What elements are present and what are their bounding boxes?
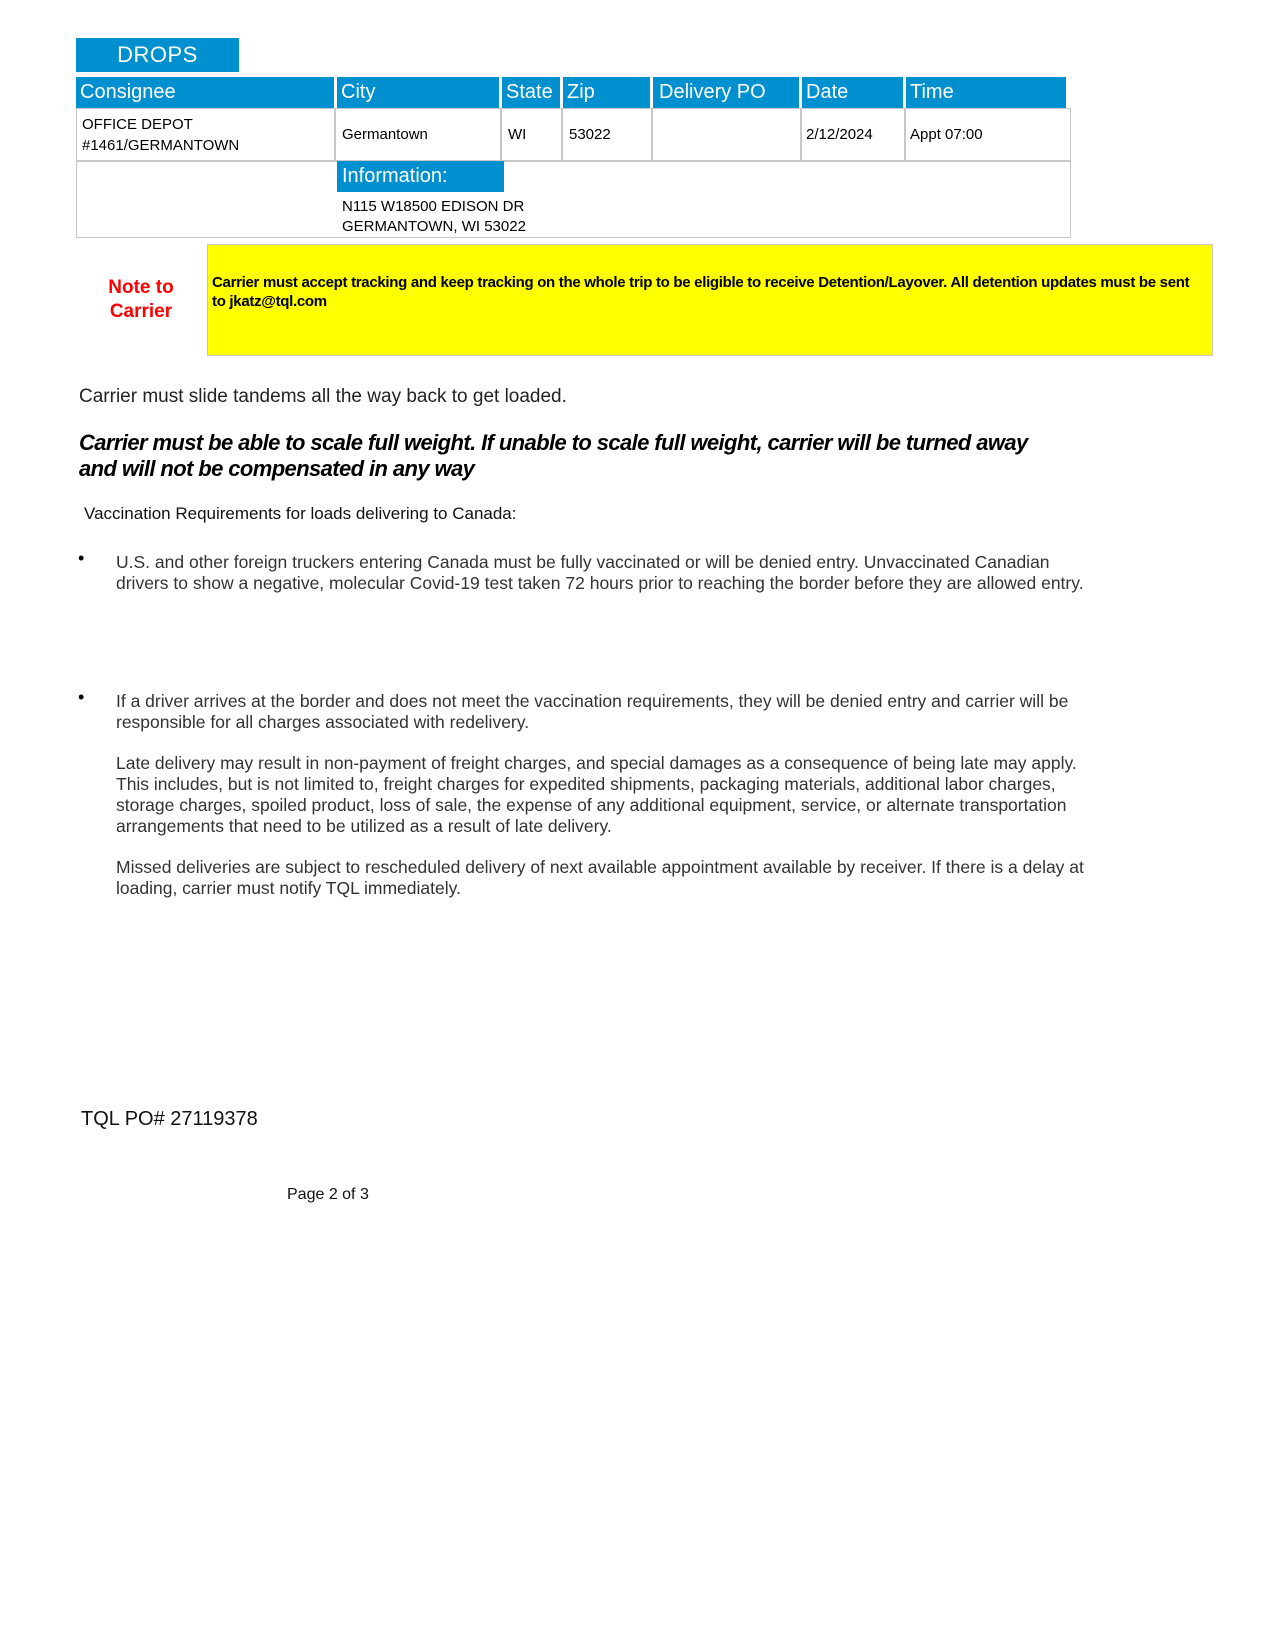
scale-weight-warning: Carrier must be able to scale full weight. If unable to scale full weight, carrier will be turned away and will not be compensated in any way <box>79 430 1028 481</box>
late-delivery-paragraph: Late delivery may result in non-payment of freight charges, and special damages as a consequence of being late may apply. This includes, but is not limited to, freight charges for expedited shipments, packaging materials, additional labor charges, storage charges, spoiled product, loss of sale, the expense of any additional equipment, service, or alternate transportation arrangements that need to be utilized as a result of late delivery. <box>116 753 1077 836</box>
header-date: Date <box>802 77 903 108</box>
header-consignee: Consignee <box>76 77 334 108</box>
information-box <box>76 161 1071 238</box>
cell-city: Germantown <box>335 108 501 161</box>
cell-zip: 53022 <box>562 108 652 161</box>
note-text: Carrier must accept tracking and keep tracking on the whole trip to be eligible to receive Detention/Layover. All detention updates must be sent to jkatz@tql.com <box>212 274 1190 310</box>
address-line-2: GERMANTOWN, WI 53022 <box>342 218 526 235</box>
address-line-1: N115 W18500 EDISON DR <box>342 198 525 215</box>
cell-state: WI <box>501 108 562 161</box>
cell-delivery-po <box>652 108 801 161</box>
header-delivery-po: Delivery PO <box>653 77 799 108</box>
header-state: State <box>502 77 560 108</box>
header-city: City <box>337 77 499 108</box>
information-label: Information: <box>337 161 504 192</box>
note-label-line-2: Carrier <box>109 301 173 322</box>
information-address <box>342 197 526 237</box>
bullet-marker: • <box>78 548 85 568</box>
page-number: Page 2 of 3 <box>287 1186 369 1203</box>
header-zip: Zip <box>563 77 650 108</box>
note-to-carrier-label <box>96 276 186 324</box>
header-time: Time <box>906 77 1066 108</box>
drops-section-title: DROPS <box>76 38 239 72</box>
cell-date: 2/12/2024 <box>801 108 905 161</box>
cell-consignee <box>76 108 335 161</box>
tandems-instruction: Carrier must slide tandems all the way back to get loaded. <box>79 386 567 407</box>
vaccination-heading: Vaccination Requirements for loads delivering to Canada: <box>84 504 517 523</box>
consignee-name: OFFICE DEPOT <box>82 115 193 133</box>
bullet-marker: • <box>78 687 85 707</box>
consignee-store: #1461/GERMANTOWN <box>82 136 240 154</box>
vaccination-bullet-2: If a driver arrives at the border and does not meet the vaccination requirements, they will be denied entry and carrier will be responsible for all charges associated with redelivery. <box>116 691 1069 732</box>
tql-po-number: TQL PO# 27119378 <box>81 1108 258 1130</box>
missed-deliveries-paragraph: Missed deliveries are subject to rescheduled delivery of next available appointment available by receiver. If there is a delay at loading, carrier must notify TQL immediately. <box>116 857 1084 898</box>
vaccination-bullet-1: U.S. and other foreign truckers entering Canada must be fully vaccinated or will be denied entry. Unvaccinated Canadian drivers to show a negative, molecular Covid-19 test taken 72 hours prior to reaching the border before they are allowed entry. <box>116 552 1084 593</box>
cell-time: Appt 07:00 <box>905 108 1071 161</box>
note-label-line-1: Note to <box>108 277 174 298</box>
